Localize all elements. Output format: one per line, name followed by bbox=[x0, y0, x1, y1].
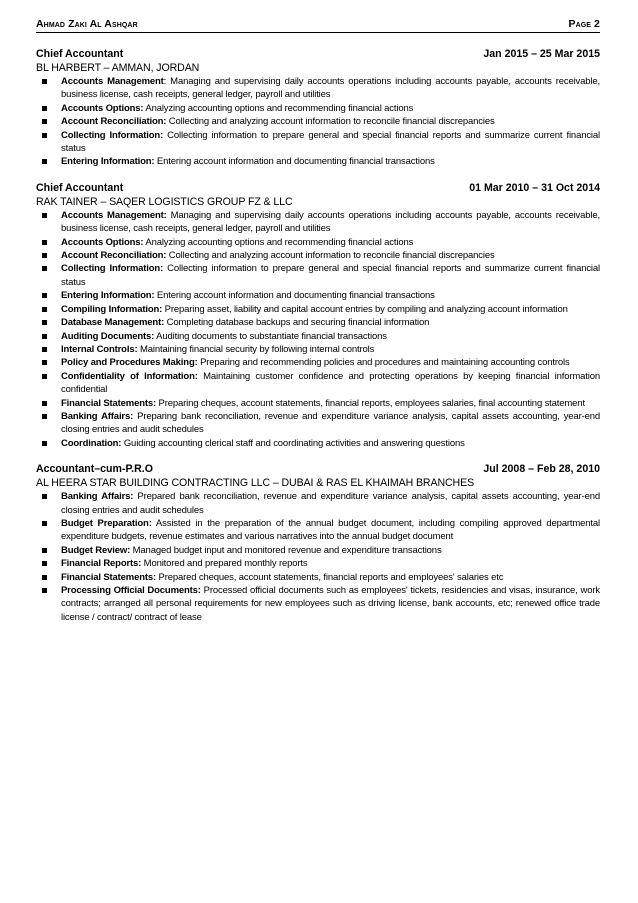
duty-item bbox=[36, 249, 600, 262]
square-bullet-icon bbox=[42, 441, 47, 446]
square-bullet-icon bbox=[42, 253, 47, 258]
duty-text: Analyzing accounting options and recommending financial actions bbox=[143, 236, 414, 248]
duty-item bbox=[36, 557, 600, 570]
duty-heading: Processing Official Documents: bbox=[61, 585, 201, 596]
job-title: Chief Accountant bbox=[36, 181, 124, 194]
duty-heading: Entering Information: bbox=[61, 290, 155, 302]
duty-text: Managed budget input and monitored revenue and expenditure transactions bbox=[130, 544, 442, 556]
duty-item bbox=[36, 343, 600, 356]
duty-text: Assisted in the preparation of the annual budget document, including compiling approved departmental expenditure budgets, revenue estimates and various narratives into the annual budget document bbox=[61, 517, 600, 543]
square-bullet-icon bbox=[42, 106, 47, 111]
job-dates: Jul 2008 – Feb 28, 2010 bbox=[483, 463, 600, 476]
square-bullet-icon bbox=[42, 401, 47, 406]
duty-item bbox=[36, 102, 600, 115]
duty-item bbox=[36, 410, 600, 437]
duty-heading: Accounts Options: bbox=[61, 102, 144, 114]
duty-heading: Collecting Information: bbox=[61, 263, 164, 275]
duty-heading: Coordination: bbox=[61, 437, 122, 449]
duty-item bbox=[36, 571, 600, 584]
duty-item bbox=[36, 75, 600, 102]
duty-list bbox=[36, 209, 600, 450]
duty-item bbox=[36, 115, 600, 128]
duty-item bbox=[36, 289, 600, 302]
duty-heading: Internal Controls: bbox=[61, 343, 138, 355]
duty-heading: Banking Affairs: bbox=[61, 410, 134, 422]
square-bullet-icon bbox=[42, 213, 47, 218]
duty-item bbox=[36, 262, 600, 289]
duty-item bbox=[36, 356, 600, 369]
duty-heading: Account Reconciliation: bbox=[61, 116, 167, 128]
duty-text: Prepared cheques, account statements, financial reports and employees' salaries etc bbox=[156, 571, 504, 583]
duty-text: Prepared bank reconciliation, revenue and expenditure variance analysis, capital assets accounting, year-end closing entries and audit schedules bbox=[61, 491, 600, 516]
resume-page bbox=[36, 18, 600, 624]
square-bullet-icon bbox=[42, 240, 47, 245]
job-title: Chief Accountant bbox=[36, 48, 124, 60]
duty-text: Maintaining financial security by following internal controls bbox=[137, 343, 375, 355]
job-title: Accountant–cum-P.R.O bbox=[36, 463, 153, 476]
duty-heading: Financial Statements: bbox=[61, 397, 157, 409]
job-title-row bbox=[36, 181, 600, 195]
job-title-row bbox=[36, 47, 600, 61]
duty-heading: Compiling Information: bbox=[61, 303, 163, 315]
duty-heading: Policy and Procedures Making: bbox=[61, 357, 198, 369]
job-dates: 01 Mar 2010 – 31 Oct 2014 bbox=[469, 181, 600, 194]
duty-text: Collecting and analyzing account information to reconcile financial discrepancies bbox=[166, 250, 495, 262]
duty-text: Preparing bank reconciliation, revenue and expenditure variance analysis, capital assets accounting, year-end closing entries and audit schedules bbox=[61, 410, 600, 436]
square-bullet-icon bbox=[42, 374, 47, 379]
square-bullet-icon bbox=[42, 588, 47, 593]
duty-text: Collecting information to prepare general and special financial reports and summarize current financial status bbox=[61, 263, 600, 288]
square-bullet-icon bbox=[42, 133, 47, 138]
square-bullet-icon bbox=[42, 548, 47, 553]
duty-heading: Budget Preparation: bbox=[61, 517, 152, 529]
duty-heading: Database Management: bbox=[61, 317, 165, 329]
job-entry bbox=[36, 181, 600, 450]
job-title-row bbox=[36, 462, 600, 476]
duty-item bbox=[36, 303, 600, 316]
duty-item bbox=[36, 517, 600, 544]
duty-item bbox=[36, 490, 600, 517]
duty-text: Processed official documents such as employees' tickets, residencies and visas, insurance, work contracts; arranged all personal requirements for new employees such as driving license, bank accounts, etc; renewed office trade license / contract/ contract of lease bbox=[61, 585, 600, 623]
square-bullet-icon bbox=[42, 307, 47, 312]
square-bullet-icon bbox=[42, 360, 47, 365]
square-bullet-icon bbox=[42, 521, 47, 526]
duty-heading: Accounts Management bbox=[61, 76, 164, 87]
duty-item bbox=[36, 330, 600, 343]
duty-heading: Confidentiality of Information: bbox=[61, 370, 198, 382]
duty-text: Preparing and recommending policies and procedures and maintaining accounting controls bbox=[197, 357, 570, 369]
square-bullet-icon bbox=[42, 334, 47, 339]
duty-item bbox=[36, 209, 600, 236]
duty-text: Managing and supervising daily accounts operations including accounts payable, accounts receivable, business license, cash receipts, general ledger, payroll and utilities bbox=[61, 209, 600, 235]
duty-list bbox=[36, 490, 600, 624]
duty-item bbox=[36, 316, 600, 329]
duty-text: Entering account information and documenting financial transactions bbox=[154, 156, 435, 168]
duty-text: Preparing asset, liability and capital account entries by compiling and analyzing account information bbox=[162, 303, 568, 315]
running-header bbox=[36, 18, 600, 33]
duty-heading: Banking Affairs: bbox=[61, 491, 134, 503]
duty-heading: Budget Review: bbox=[61, 544, 131, 556]
duty-heading: Collecting Information: bbox=[61, 129, 164, 141]
duty-item bbox=[36, 155, 600, 168]
duty-heading: Auditing Documents: bbox=[61, 330, 155, 342]
duty-item bbox=[36, 544, 600, 557]
duty-text: Completing database backups and securing financial information bbox=[164, 317, 430, 329]
duty-text: Collecting information to prepare general and special financial reports and summarize current financial status bbox=[61, 129, 600, 155]
duty-text: Auditing documents to substantiate financial transactions bbox=[154, 330, 387, 342]
duty-heading: Financial Reports: bbox=[61, 558, 142, 570]
duty-item bbox=[36, 236, 600, 249]
duty-item bbox=[36, 129, 600, 156]
candidate-name: Ahmad Zaki Al Ashqar bbox=[36, 18, 138, 30]
job-entry bbox=[36, 47, 600, 169]
square-bullet-icon bbox=[42, 119, 47, 124]
duty-text: Guiding accounting clerical staff and coordinating activities and answering questions bbox=[121, 437, 465, 449]
duty-text: Monitored and prepared monthly reports bbox=[141, 558, 308, 570]
duty-heading: Accounts Management: bbox=[61, 209, 167, 221]
job-dates: Jan 2015 – 25 Mar 2015 bbox=[483, 48, 600, 60]
duty-item bbox=[36, 370, 600, 397]
job-employer: RAK TAINER – SAQER LOGISTICS GROUP FZ & LLC bbox=[36, 195, 293, 208]
square-bullet-icon bbox=[42, 347, 47, 352]
duty-text: Preparing cheques, account statements, financial reports, employees salaries, final accounting statement bbox=[156, 397, 585, 409]
square-bullet-icon bbox=[42, 561, 47, 566]
duty-text: Entering account information and documenting financial transactions bbox=[154, 290, 435, 302]
square-bullet-icon bbox=[42, 320, 47, 325]
square-bullet-icon bbox=[42, 494, 47, 499]
page-number: Page 2 bbox=[568, 18, 600, 30]
duty-text: Collecting and analyzing account information to reconcile financial discrepancies bbox=[166, 116, 495, 128]
duty-item bbox=[36, 397, 600, 410]
square-bullet-icon bbox=[42, 79, 47, 84]
square-bullet-icon bbox=[42, 293, 47, 298]
duty-text: Maintaining customer confidence and protecting operations by keeping financial information confidential bbox=[61, 370, 600, 396]
square-bullet-icon bbox=[42, 266, 47, 271]
job-entry bbox=[36, 462, 600, 624]
duty-list bbox=[36, 75, 600, 169]
duty-heading: Financial Statements: bbox=[61, 571, 157, 583]
experience-section bbox=[36, 47, 600, 624]
square-bullet-icon bbox=[42, 414, 47, 419]
duty-heading: Entering Information: bbox=[61, 156, 155, 168]
job-employer: AL HEERA STAR BUILDING CONTRACTING LLC – DUBAI & RAS EL KHAIMAH BRANCHES bbox=[36, 477, 475, 490]
duty-text: : Managing and supervising daily accounts operations including accounts payable, accounts receivable, business license, cash receipts, general ledger, payroll and utilities bbox=[61, 76, 600, 101]
square-bullet-icon bbox=[42, 575, 47, 580]
duty-text: Analyzing accounting options and recommending financial actions bbox=[143, 102, 414, 114]
duty-heading: Accounts Options: bbox=[61, 236, 144, 248]
duty-item bbox=[36, 584, 600, 624]
duty-heading: Account Reconciliation: bbox=[61, 250, 167, 262]
job-employer: BL HARBERT – AMMAN, JORDAN bbox=[36, 62, 200, 74]
duty-item bbox=[36, 437, 600, 450]
square-bullet-icon bbox=[42, 159, 47, 164]
